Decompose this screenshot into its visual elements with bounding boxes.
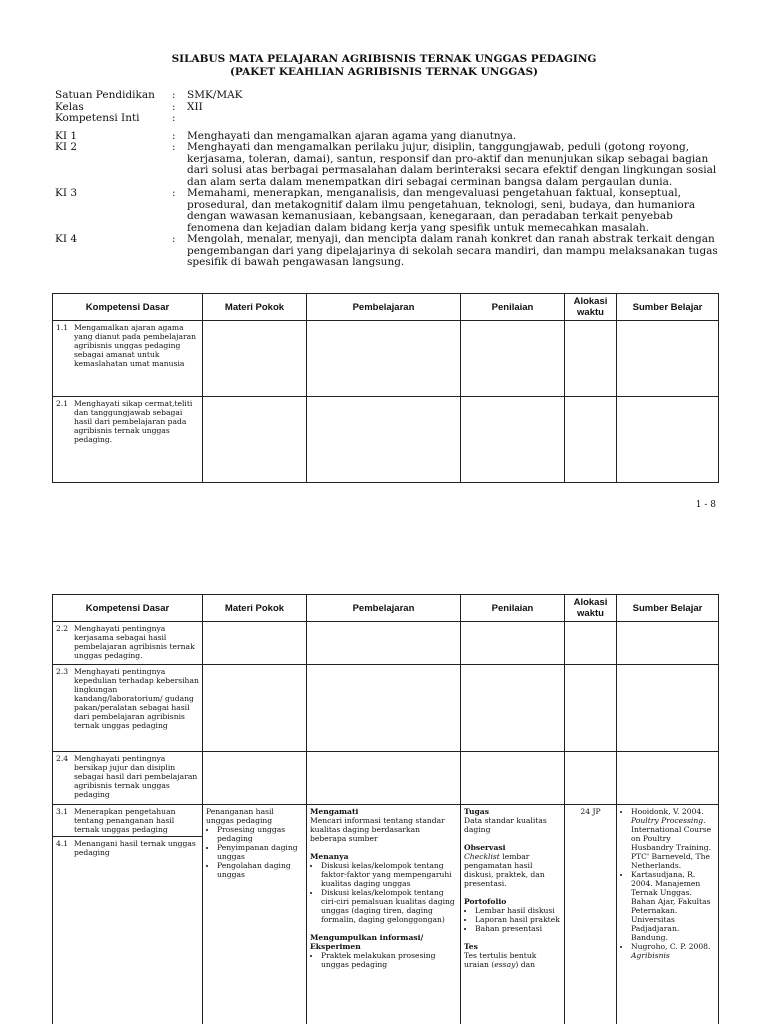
header-colon: : xyxy=(172,129,176,142)
menanya-list xyxy=(310,861,457,924)
section-heading: Mengamati xyxy=(310,807,359,816)
sumber-list xyxy=(620,807,715,960)
document-title: SILABUS MATA PELAJARAN AGRIBISNIS TERNAK UNGGAS PEDAGING xyxy=(171,53,597,65)
list-item: • Pengolahan daging unggas xyxy=(217,861,303,879)
kd-cell xyxy=(53,665,203,752)
kd-cell xyxy=(53,622,203,665)
italic-term: essay xyxy=(494,960,516,969)
header-row-satuan xyxy=(55,90,720,102)
portofolio-list xyxy=(464,906,561,933)
kd-number: 2.4 xyxy=(56,754,69,763)
ref-italic: Agribisnis xyxy=(631,951,670,960)
reference-item xyxy=(631,870,715,942)
header-label: KI 3 xyxy=(55,187,78,199)
page-number: 1 - 8 xyxy=(695,500,716,510)
empty-cell xyxy=(203,622,307,665)
section-heading: Menanya xyxy=(310,852,349,861)
list-item: • Penyimpanan daging unggas xyxy=(217,843,303,861)
header-label: KI 1 xyxy=(55,129,78,142)
materi-intro: Penanganan hasil unggas pedaging xyxy=(206,807,274,825)
ref-text: Kartasudjana, R. 2004. Manajemen Ternak Unggas. Bahan Ajar, Fakultas Peternakan. Universitas Padjadjaran. Bandung. xyxy=(631,870,711,942)
table-row xyxy=(53,397,719,483)
section-heading: Tes xyxy=(464,942,478,951)
empty-cell xyxy=(307,752,461,805)
empty-cell xyxy=(307,665,461,752)
kd-cell xyxy=(53,752,203,805)
column-header: Kompetensi Dasar xyxy=(53,294,203,321)
italic-term: Checklist xyxy=(464,852,500,861)
alokasi-cell: 24 JP xyxy=(565,805,617,1024)
section-heading: Portofolio xyxy=(464,897,507,906)
list-item: • Praktek melakukan prosesing unggas pedaging xyxy=(321,951,457,969)
kd-text: Menerapkan pengetahuan tentang penanganan hasil ternak unggas pedaging xyxy=(74,807,176,834)
table-row xyxy=(53,665,719,752)
kd-text: Menghayati sikap cermat,teliti dan tanggungjawab sebagai hasil dari pembelajaran pada agribisnis ternak unggas pedaging. xyxy=(74,399,193,444)
empty-cell xyxy=(203,321,307,397)
penilaian-cell xyxy=(461,805,565,1024)
empty-cell xyxy=(565,397,617,483)
syllabus-table-1 xyxy=(52,293,719,483)
kd-text: Mengamalkan ajaran agama yang dianut pada pembelajaran agribisnis unggas pedaging sebagai amanat untuk kemaslahatan umat manusia xyxy=(74,323,197,368)
empty-cell xyxy=(565,752,617,805)
header-value: SMK/MAK xyxy=(187,89,243,101)
kd-number: 4.1 xyxy=(56,839,69,848)
column-header: Sumber Belajar xyxy=(617,595,719,622)
empty-cell xyxy=(617,321,719,397)
column-header: Sumber Belajar xyxy=(617,294,719,321)
column-header: Penilaian xyxy=(461,294,565,321)
reference-item xyxy=(631,807,715,870)
empty-cell xyxy=(565,622,617,665)
empty-cell xyxy=(203,397,307,483)
section-heading: Tugas xyxy=(464,807,489,816)
column-header: Pembelajaran xyxy=(307,595,461,622)
empty-cell xyxy=(617,752,719,805)
header-row-ki2 xyxy=(55,142,720,188)
table-row xyxy=(53,752,719,805)
kd-number: 2.2 xyxy=(56,624,69,633)
pembelajaran-cell xyxy=(307,805,461,1024)
header-label: KI 2 xyxy=(55,141,78,153)
header-value: Mengolah, menalar, menyaji, dan mencipta dalam ranah konkret dan ranah abstrak terkait dengan pengembangan dari yang dipelajarinya di sekolah secara mandiri, dan mampu melaksanakan tugas spesifik di bawah pengawasan langsung. xyxy=(187,233,718,268)
empty-cell xyxy=(617,622,719,665)
header-colon: : xyxy=(172,100,176,113)
empty-cell xyxy=(203,752,307,805)
empty-cell xyxy=(461,752,565,805)
header-value: Menghayati dan mengamalkan perilaku jujur, disiplin, tanggungjawab, peduli (gotong royong, kerjasama, toleran, damai), santun, responsif dan pro-aktif dan menunjukan sikap sebagai bagian dari solusi atas berbagai permasalahan dalam berinteraksi secara efektif dengan lingkungan sosial dan alam serta dalam menempatkan diri sebagai cerminan bangsa dalam pergaulan dunia. xyxy=(187,141,717,188)
section-text-rest: lembar pengamatan hasil diskusi, praktek, dan presentasi. xyxy=(464,852,545,888)
table-row xyxy=(53,321,719,397)
empty-cell xyxy=(307,397,461,483)
table-header-row xyxy=(53,595,719,622)
materi-list xyxy=(206,825,303,879)
section-text: Mencari informasi tentang standar kualitas daging berdasarkan beberapa sumber xyxy=(310,816,445,843)
empty-cell xyxy=(461,622,565,665)
empty-cell xyxy=(461,321,565,397)
header-colon: : xyxy=(172,233,176,245)
header-label: KI 4 xyxy=(55,233,78,245)
empty-cell xyxy=(617,665,719,752)
column-header: Materi Pokok xyxy=(203,294,307,321)
kd-4-1 xyxy=(53,837,202,859)
header-value: XII xyxy=(187,100,203,113)
column-header: Alokasi waktu xyxy=(565,595,617,622)
header-row-kompetensi-inti xyxy=(55,113,720,125)
table-header-row xyxy=(53,294,719,321)
syllabus-header xyxy=(55,90,720,269)
tes-text-2: ) dan xyxy=(515,960,536,969)
reference-item xyxy=(631,942,715,960)
kd-cell xyxy=(53,397,203,483)
ref-italic: Poultry Processing. xyxy=(631,816,706,825)
list-item: • Diskusi kelas/kelompok tentang ciri-ciri pemalsuan kualitas daging unggas (daging tiren, daging formalin, daging gelonggongan) xyxy=(321,888,457,924)
table-row xyxy=(53,622,719,665)
header-row-kelas xyxy=(55,102,720,114)
column-header: Alokasi waktu xyxy=(565,294,617,321)
empty-cell xyxy=(565,321,617,397)
empty-cell xyxy=(307,622,461,665)
list-item: • Lembar hasil diskusi xyxy=(475,906,561,915)
empty-cell xyxy=(617,397,719,483)
section-heading: Observasi xyxy=(464,843,506,852)
header-colon: : xyxy=(172,112,176,124)
sumber-cell xyxy=(617,805,719,1024)
kd-text: Menghayati pentingnya bersikap jujur dan disiplin sebagai hasil dari pembelajaran agribisnis ternak unggas pedaging xyxy=(74,754,198,799)
header-value: Memahami, menerapkan, menganalisis, dan mengevaluasi pengetahuan faktual, konseptual, prosedural, dan metakognitif dalam ilmu pengetahuan, teknologi, seni, budaya, dan humaniora dengan wawasan kemanusiaan, kebangsaan, kenegaraan, dan peradaban terkait penyebab fenomena dan kejadian dalam bidang kerja yang spesifik untuk memecahkan masalah. xyxy=(187,187,696,234)
kd-cell xyxy=(53,321,203,397)
kd-3-1 xyxy=(53,805,202,837)
header-row-ki4 xyxy=(55,234,720,269)
header-colon: : xyxy=(172,89,176,101)
header-value xyxy=(187,113,720,125)
kd-number: 2.3 xyxy=(56,667,69,676)
column-header: Pembelajaran xyxy=(307,294,461,321)
list-item: • Bahan presentasi xyxy=(475,924,561,933)
header-label: Satuan Pendidikan xyxy=(55,89,155,101)
kd-number: 2.1 xyxy=(56,399,69,408)
tes-text-1: Tes tertulis bentuk uraian ( xyxy=(464,951,537,969)
ref-text: Nugroho, C. P. 2008. xyxy=(631,942,711,951)
list-item: • Diskusi kelas/kelompok tentang faktor-faktor yang mempengaruhi kualitas daging unggas xyxy=(321,861,457,888)
kd-number: 1.1 xyxy=(56,323,69,332)
header-colon: : xyxy=(172,187,176,199)
header-label: Kelas xyxy=(55,100,84,113)
section-text: Data standar kualitas daging xyxy=(464,816,547,834)
header-value: Menghayati dan mengamalkan ajaran agama yang dianutnya. xyxy=(187,129,517,142)
column-header: Kompetensi Dasar xyxy=(53,595,203,622)
eksperimen-list xyxy=(310,951,457,969)
kd-text: Menangani hasil ternak unggas pedaging xyxy=(74,839,196,857)
empty-cell xyxy=(203,665,307,752)
empty-cell xyxy=(565,665,617,752)
table-row xyxy=(53,805,719,1024)
ref-text: International Course on Poultry Husbandry Training. PTC' Barneveld, The Netherlands. xyxy=(631,825,712,870)
empty-cell xyxy=(307,321,461,397)
ref-text: Hooidonk, V. 2004. xyxy=(631,807,704,816)
section-heading: Mengumpulkan informasi/ Eksperimen xyxy=(310,933,424,951)
kd-number: 3.1 xyxy=(56,807,69,816)
empty-cell xyxy=(461,665,565,752)
syllabus-table-2 xyxy=(52,594,719,1024)
header-row-ki3 xyxy=(55,188,720,234)
empty-cell xyxy=(461,397,565,483)
section-text xyxy=(464,852,561,888)
document-subtitle: (PAKET KEAHLIAN AGRIBISNIS TERNAK UNGGAS) xyxy=(229,66,539,78)
section-text xyxy=(464,951,561,969)
kd-text: Menghayati pentingnya kerjasama sebagai hasil pembelajaran agribisnis ternak unggas pedaging. xyxy=(74,624,195,660)
materi-cell xyxy=(203,805,307,1024)
header-colon: : xyxy=(172,141,176,153)
column-header: Penilaian xyxy=(461,595,565,622)
list-item: • Laporan hasil praktek xyxy=(475,915,561,924)
kd-cell xyxy=(53,805,203,1024)
list-item: • Prosesing unggas pedaging xyxy=(217,825,303,843)
column-header: Materi Pokok xyxy=(203,595,307,622)
kd-text: Menghayati pentingnya kepedulian terhadap kebersihan lingkungan kandang/laboratorium/ gudang pakan/peralatan sebagai hasil dari pembelajaran agribisnis ternak unggas pedaging xyxy=(74,667,199,730)
header-label: Kompetensi Inti xyxy=(55,112,140,124)
